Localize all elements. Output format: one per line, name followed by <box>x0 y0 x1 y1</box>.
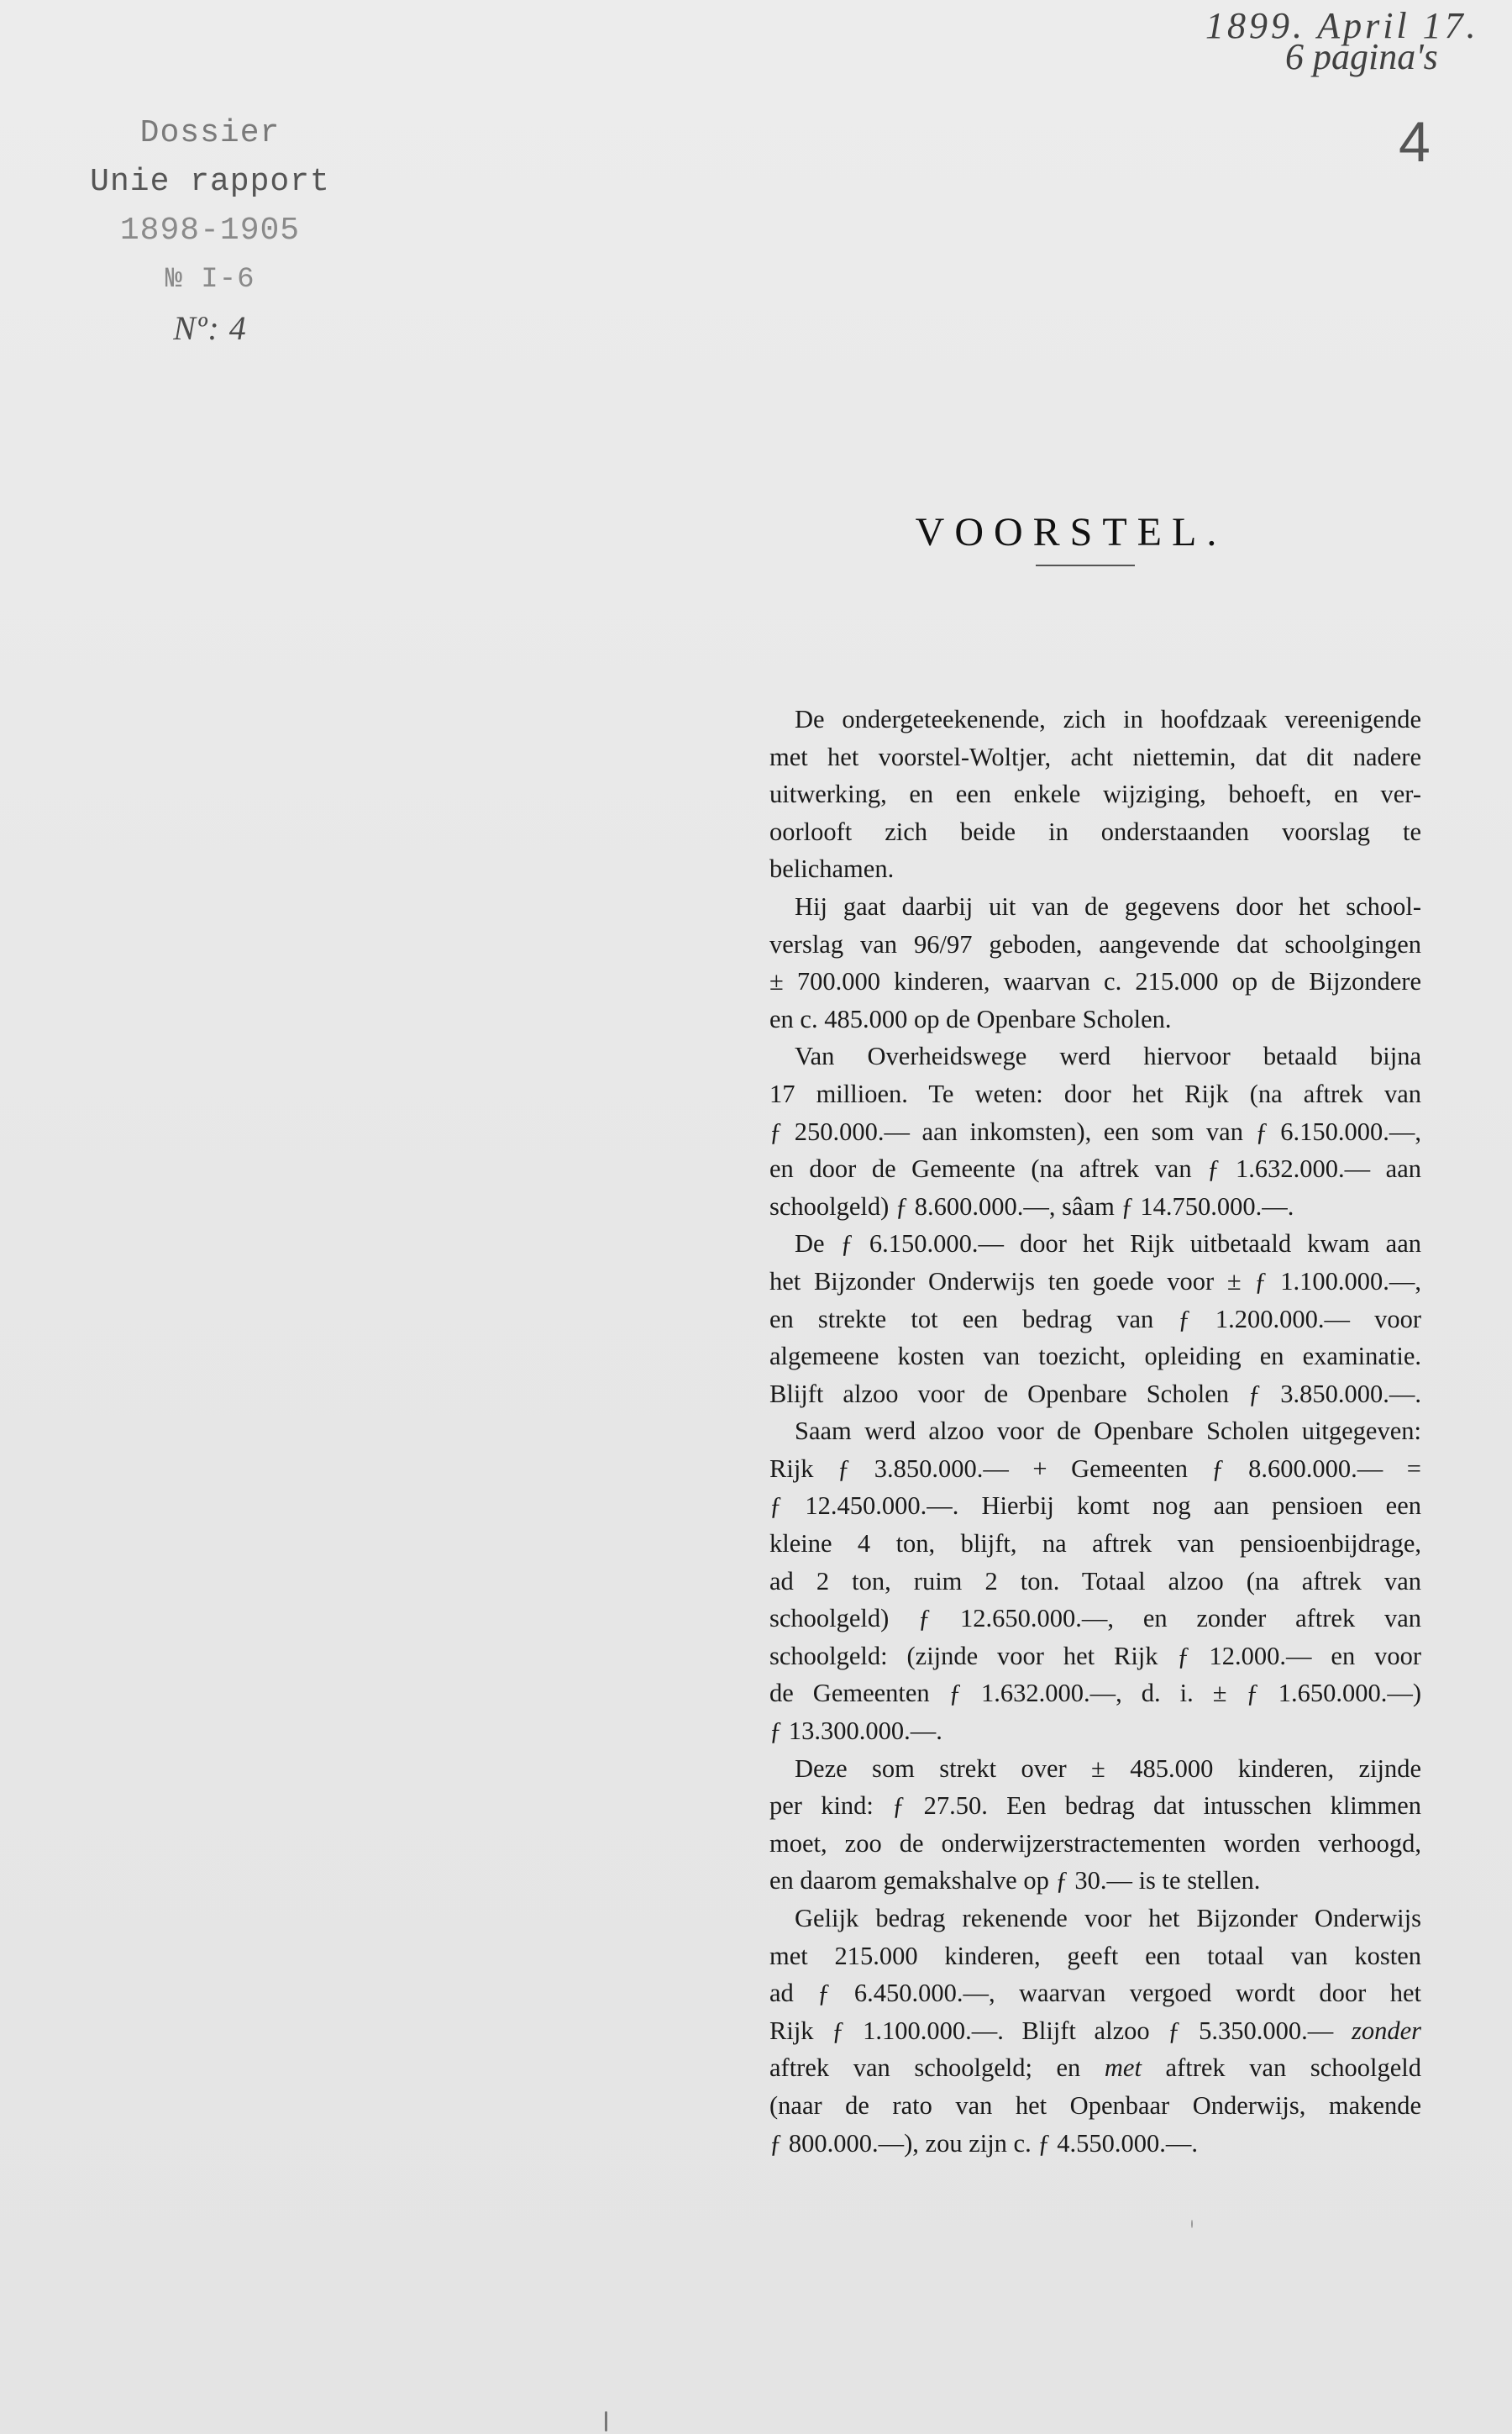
text-line: Rijk ƒ 3.850.000.— + Gemeenten ƒ 8.600.000.— = <box>769 1454 1421 1483</box>
stamp-line-unie-rapport: Unie rapport <box>90 164 330 200</box>
paragraph <box>769 701 1421 888</box>
paragraph <box>769 1750 1421 1900</box>
paragraph <box>769 1900 1421 2162</box>
text-line: Saam werd alzoo voor de Openbare Scholen uitgegeven: <box>795 1417 1421 1446</box>
stamp-line-years: 1898-1905 <box>119 213 301 249</box>
text-line: Deze som strekt over ± 485.000 kinderen, zijnde <box>795 1753 1421 1783</box>
text-line: belichamen. <box>769 854 895 884</box>
paragraph <box>769 1412 1421 1749</box>
text-line: ƒ 250.000.— aan inkomsten), een som van ƒ 6.150.000.—, <box>769 1117 1421 1146</box>
text-line <box>769 2049 1421 2087</box>
text-line: Gelijk bedrag rekenende voor het Bijzonder Onderwijs <box>795 1904 1421 1932</box>
text-line: uitwerking, en een enkele wijziging, behoeft, en ver- <box>769 780 1421 809</box>
text-line-part: aftrek van schoolgeld; en <box>769 2053 1105 2083</box>
text-line: (naar de rato van het Openbaar Onderwijs, makende <box>769 2090 1421 2120</box>
handwritten-document-number: Nº: 4 <box>173 309 247 347</box>
stamp-line-dossier: Dossier <box>139 115 281 151</box>
text-line: De ƒ 6.150.000.— door het Rijk uitbetaald kwam aan <box>795 1229 1421 1259</box>
text-line: Blijft alzoo voor de Openbare Scholen ƒ 3.850.000.—. <box>769 1379 1421 1408</box>
text-line <box>769 2012 1421 2050</box>
text-line: Hij gaat daarbij uit van de gegevens door het school- <box>795 891 1421 921</box>
paragraph <box>769 888 1421 1038</box>
text-line: schoolgeld) ƒ 12.650.000.—, en zonder aftrek van <box>769 1604 1421 1633</box>
text-line: het Bijzonder Onderwijs ten goede voor ± ƒ 1.100.000.—, <box>769 1266 1421 1296</box>
italic-word: met <box>1104 2053 1142 2083</box>
text-line: algemeene kosten van toezicht, opleiding en examinatie. <box>769 1342 1421 1371</box>
text-line: ad 2 ton, ruim 2 ton. Totaal alzoo (na aftrek van <box>769 1566 1421 1596</box>
text-line: Van Overheidswege werd hiervoor betaald bijna <box>795 1042 1421 1071</box>
text-line: en daarom gemakshalve op ƒ 30.— is te stellen. <box>769 1866 1261 1895</box>
stamp-line-numbers: № I-6 <box>165 264 255 296</box>
text-line: ƒ 800.000.—), zou zijn c. ƒ 4.550.000.—. <box>769 2128 1198 2158</box>
text-line: De ondergeteekenende, zich in hoofdzaak vereenigende <box>795 705 1421 733</box>
text-line: ƒ 13.300.000.—. <box>769 1716 942 1746</box>
text-line: schoolgeld) ƒ 8.600.000.—, sâam ƒ 14.750.000.—. <box>769 1191 1294 1221</box>
paper-mark <box>605 2411 607 2431</box>
text-line: oorlooft zich beide in onderstaanden voorslag te <box>769 817 1421 846</box>
text-line: schoolgeld: (zijnde voor het Rijk ƒ 12.000.— en voor <box>769 1641 1421 1670</box>
paper-speck <box>1191 2220 1193 2228</box>
text-line: en door de Gemeente (na aftrek van ƒ 1.632.000.— aan <box>769 1154 1421 1184</box>
handwritten-page-count: 6 pagina's <box>1285 36 1438 77</box>
text-line-part: Rijk ƒ 1.100.000.—. Blijft alzoo ƒ 5.350.000.— <box>769 2016 1352 2045</box>
archive-stamp <box>84 109 336 353</box>
text-line: verslag van 96/97 geboden, aangevende dat schoolgingen <box>769 929 1421 959</box>
handwritten-date: 1899. April 17. <box>1205 5 1479 46</box>
text-line-part: aftrek van schoolgeld <box>1141 2053 1421 2083</box>
text-line: ± 700.000 kinderen, waarvan c. 215.000 op de Bijzondere <box>769 967 1421 996</box>
text-line: per kind: ƒ 27.50. Een bedrag dat intusschen klimmen <box>769 1791 1421 1821</box>
document-body <box>769 701 1421 2162</box>
paragraph <box>769 1038 1421 1225</box>
text-line: ad ƒ 6.450.000.—, waarvan vergoed wordt door het <box>769 1979 1421 2008</box>
title-divider <box>1036 565 1135 566</box>
text-line: met 215.000 kinderen, geeft een totaal van kosten <box>769 1941 1421 1970</box>
paragraph <box>769 1225 1421 1412</box>
text-line: ƒ 12.450.000.—. Hierbij komt nog aan pensioen een <box>769 1491 1421 1521</box>
text-line: kleine 4 ton, blijft, na aftrek van pensioenbijdrage, <box>769 1529 1421 1559</box>
document-title: VOORSTEL. <box>915 510 1227 555</box>
text-line: en c. 485.000 op de Openbare Scholen. <box>769 1004 1172 1033</box>
italic-word: zonder <box>1351 2016 1421 2045</box>
text-line: en strekte tot een bedrag van ƒ 1.200.000.— voor <box>769 1304 1421 1333</box>
text-line: 17 millioen. Te weten: door het Rijk (na aftrek van <box>769 1079 1421 1108</box>
text-line: moet, zoo de onderwijzerstractementen worden verhoogd, <box>769 1828 1421 1858</box>
handwritten-page-number: 4 <box>1399 110 1431 174</box>
text-line: de Gemeenten ƒ 1.632.000.—, d. i. ± ƒ 1.650.000.—) <box>769 1679 1421 1708</box>
text-line: met het voorstel-Woltjer, acht niettemin, dat dit nadere <box>769 742 1421 771</box>
